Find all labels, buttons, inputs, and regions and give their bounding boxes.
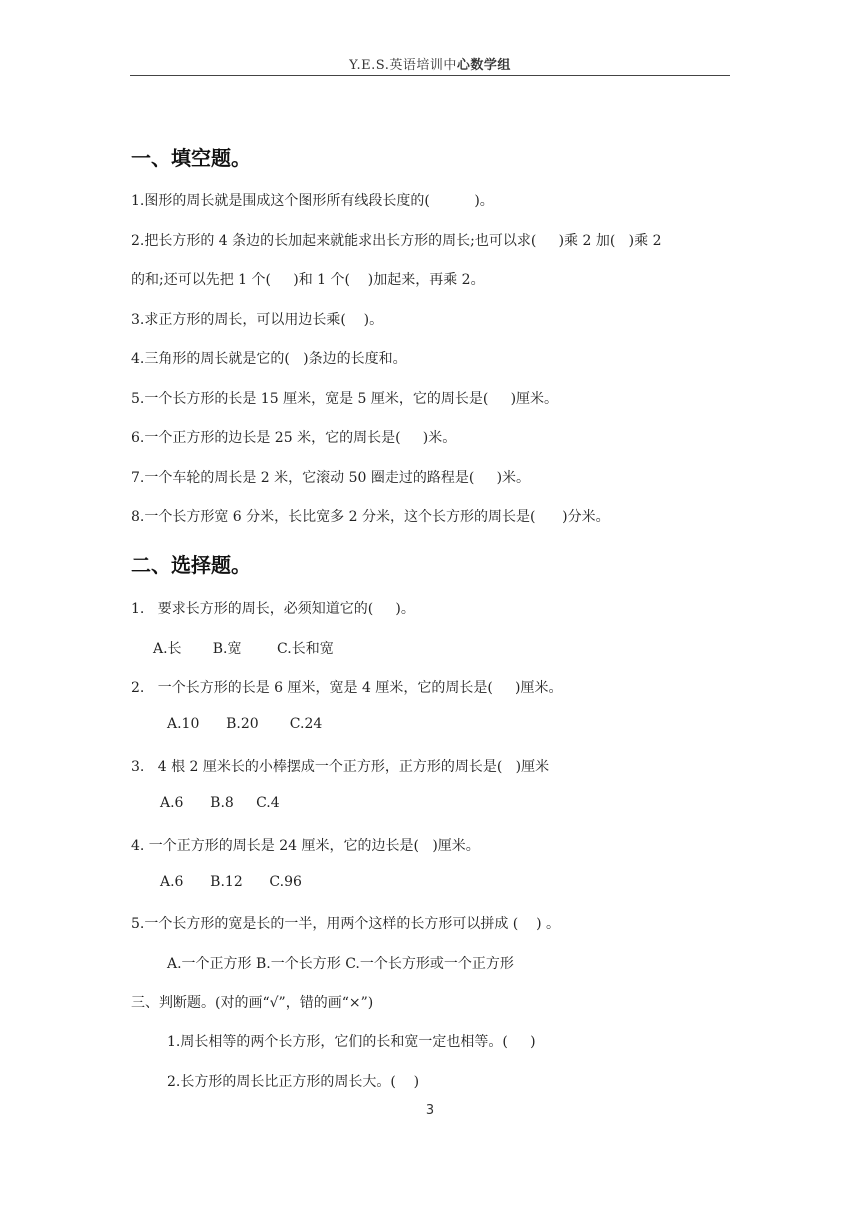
judge-item-1: 1.周长相等的两个长方形，它们的长和宽一定也相等。( ) (167, 1034, 536, 1050)
choice-options-4: A.6 B.12 C.96 (160, 874, 302, 890)
section1-title: 一、填空题。 (131, 146, 251, 170)
judge-item-2: 2.长方形的周长比正方形的周长大。( ) (167, 1074, 420, 1090)
fill-item-8: 8.一个长方形宽 6 分米，长比宽多 2 分米，这个长方形的周长是( )分米。 (131, 509, 610, 525)
section2-title: 二、选择题。 (131, 553, 251, 577)
fill-item-7: 7.一个车轮的周长是 2 米，它滚动 50 圈走过的路程是( )米。 (131, 470, 531, 486)
fill-item-3: 3.求正方形的周长，可以用边长乘( )。 (131, 312, 384, 328)
fill-item-2-cont: 的和;还可以先把 1 个( )和 1 个( )加起来，再乘 2。 (131, 272, 485, 288)
choice-question-1: 1. 要求长方形的周长，必须知道它的( )。 (131, 601, 415, 617)
fill-item-4: 4.三角形的周长就是它的( )条边的长度和。 (131, 351, 407, 367)
section3-title: 三、判断题。(对的画“√”，错的画“×”) (131, 995, 374, 1011)
choice-question-2: 2. 一个长方形的长是 6 厘米，宽是 4 厘米，它的周长是( )厘米。 (131, 680, 563, 696)
choice-question-3: 3. 4 根 2 厘米长的小棒摆成一个正方形，正方形的周长是( )厘米 (131, 759, 550, 775)
choice-question-4: 4. 一个正方形的周长是 24 厘米，它的边长是( )厘米。 (131, 838, 480, 854)
page-header (130, 54, 730, 73)
choice-options-1: A.长 B.宽 C.长和宽 (153, 641, 334, 657)
choice-options-5: A.一个正方形 B.一个长方形 C.一个长方形或一个正方形 (167, 956, 514, 972)
choice-question-5: 5.一个长方形的宽是长的一半，用两个这样的长方形可以拼成 ( ) 。 (131, 916, 560, 932)
fill-item-6: 6.一个正方形的边长是 25 米，它的周长是( )米。 (131, 430, 457, 446)
header-rule (130, 75, 730, 76)
page-number: 3 (425, 1103, 435, 1118)
fill-item-5: 5.一个长方形的长是 15 厘米，宽是 5 厘米，它的周长是( )厘米。 (131, 391, 559, 407)
header-bold: 心数学组 (456, 58, 511, 73)
fill-item-1: 1.图形的周长就是围成这个图形所有线段长度的( )。 (131, 193, 494, 209)
header-prefix: Y.E.S.英语培训中 (349, 58, 457, 73)
choice-options-2: A.10 B.20 C.24 (167, 716, 323, 732)
fill-item-2: 2.把长方形的 4 条边的长加起来就能求出长方形的周长;也可以求( )乘 2 加( )乘 2 (131, 233, 662, 249)
choice-options-3: A.6 B.8 C.4 (160, 795, 280, 811)
